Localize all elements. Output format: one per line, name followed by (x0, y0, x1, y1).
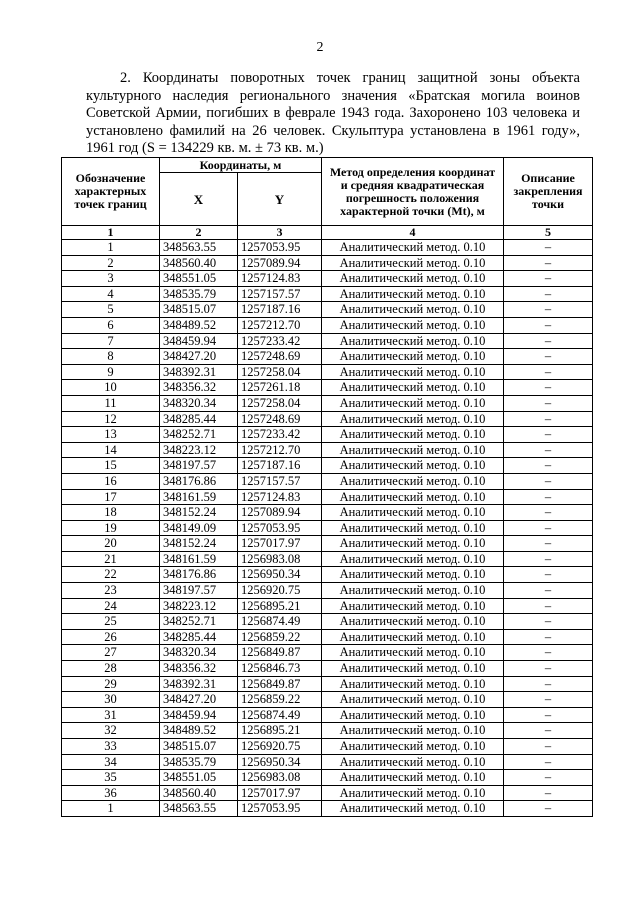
cell-point: 15 (62, 458, 160, 474)
cell-description: – (504, 349, 593, 365)
cell-y: 1256950.34 (238, 754, 322, 770)
cell-method: Аналитический метод. 0.10 (322, 333, 504, 349)
cell-point: 22 (62, 567, 160, 583)
cell-method: Аналитический метод. 0.10 (322, 489, 504, 505)
cell-x: 348551.05 (160, 770, 238, 786)
cell-y: 1256849.87 (238, 645, 322, 661)
cell-x: 348161.59 (160, 489, 238, 505)
table-row (62, 520, 593, 536)
cell-x: 348285.44 (160, 629, 238, 645)
cell-point: 1 (62, 240, 160, 256)
table-row (62, 380, 593, 396)
cell-point: 23 (62, 583, 160, 599)
cell-method: Аналитический метод. 0.10 (322, 661, 504, 677)
cell-x: 348392.31 (160, 364, 238, 380)
cell-y: 1257157.57 (238, 286, 322, 302)
cell-y: 1256846.73 (238, 661, 322, 677)
intro-text: 2. Координаты поворотных точек границ защитной зоны объекта культурного наследия регионального значения «Братская могила воинов Советской Армии, погибших в феврале 1943 года. Захоронено 103 человека и установлено фамилий на 26 человек. Скульптура установлена в 1961 году», 1961 год (S = 134229 кв. м. ± 73 кв. м.) (86, 70, 580, 156)
cell-x: 348459.94 (160, 707, 238, 723)
cell-method: Аналитический метод. 0.10 (322, 458, 504, 474)
cell-x: 348356.32 (160, 380, 238, 396)
cell-y: 1257233.42 (238, 427, 322, 443)
cell-description: – (504, 520, 593, 536)
cell-point: 35 (62, 770, 160, 786)
cell-x: 348515.07 (160, 739, 238, 755)
cell-point: 2 (62, 255, 160, 271)
cell-x: 348197.57 (160, 458, 238, 474)
table-row (62, 661, 593, 677)
cell-description: – (504, 598, 593, 614)
cell-y: 1256920.75 (238, 739, 322, 755)
cell-x: 348252.71 (160, 614, 238, 630)
col-number-3: 3 (238, 226, 322, 240)
cell-x: 348459.94 (160, 333, 238, 349)
cell-description: – (504, 567, 593, 583)
cell-method: Аналитический метод. 0.10 (322, 598, 504, 614)
cell-y: 1256859.22 (238, 692, 322, 708)
cell-method: Аналитический метод. 0.10 (322, 473, 504, 489)
cell-x: 348197.57 (160, 583, 238, 599)
table-row (62, 676, 593, 692)
cell-y: 1257248.69 (238, 349, 322, 365)
table-row (62, 317, 593, 333)
table-row (62, 333, 593, 349)
cell-y: 1256874.49 (238, 614, 322, 630)
cell-x: 348427.20 (160, 692, 238, 708)
cell-description: – (504, 692, 593, 708)
intro-paragraph (86, 70, 580, 158)
cell-method: Аналитический метод. 0.10 (322, 240, 504, 256)
cell-x: 348356.32 (160, 661, 238, 677)
table-row (62, 785, 593, 801)
table-row (62, 458, 593, 474)
cell-y: 1257053.95 (238, 520, 322, 536)
cell-x: 348535.79 (160, 754, 238, 770)
cell-method: Аналитический метод. 0.10 (322, 567, 504, 583)
cell-point: 26 (62, 629, 160, 645)
cell-point: 33 (62, 739, 160, 755)
cell-x: 348152.24 (160, 505, 238, 521)
cell-y: 1256983.08 (238, 551, 322, 567)
table-row (62, 583, 593, 599)
cell-y: 1257053.95 (238, 240, 322, 256)
col-number-5: 5 (504, 226, 593, 240)
cell-description: – (504, 302, 593, 318)
cell-point: 31 (62, 707, 160, 723)
cell-description: – (504, 770, 593, 786)
table-row (62, 707, 593, 723)
cell-point: 10 (62, 380, 160, 396)
cell-y: 1257248.69 (238, 411, 322, 427)
table-row (62, 286, 593, 302)
cell-method: Аналитический метод. 0.10 (322, 349, 504, 365)
cell-method: Аналитический метод. 0.10 (322, 255, 504, 271)
cell-x: 348152.24 (160, 536, 238, 552)
table-row (62, 614, 593, 630)
cell-y: 1257017.97 (238, 536, 322, 552)
cell-y: 1257053.95 (238, 801, 322, 817)
col-number-4: 4 (322, 226, 504, 240)
cell-point: 6 (62, 317, 160, 333)
cell-method: Аналитический метод. 0.10 (322, 707, 504, 723)
cell-point: 18 (62, 505, 160, 521)
cell-y: 1257187.16 (238, 302, 322, 318)
header-method: Метод определения координат и средняя квадратическая погрешность положения характерной точки (Mt), м (322, 158, 504, 226)
cell-description: – (504, 364, 593, 380)
table-row (62, 473, 593, 489)
cell-x: 348392.31 (160, 676, 238, 692)
cell-method: Аналитический метод. 0.10 (322, 723, 504, 739)
cell-y: 1257212.70 (238, 442, 322, 458)
cell-y: 1257212.70 (238, 317, 322, 333)
cell-description: – (504, 333, 593, 349)
cell-description: – (504, 395, 593, 411)
cell-description: – (504, 551, 593, 567)
cell-method: Аналитический метод. 0.10 (322, 427, 504, 443)
cell-description: – (504, 739, 593, 755)
cell-y: 1257258.04 (238, 364, 322, 380)
cell-y: 1257157.57 (238, 473, 322, 489)
cell-description: – (504, 317, 593, 333)
cell-description: – (504, 240, 593, 256)
cell-description: – (504, 583, 593, 599)
page-number: 2 (316, 40, 324, 55)
cell-x: 348515.07 (160, 302, 238, 318)
cell-point: 20 (62, 536, 160, 552)
cell-point: 7 (62, 333, 160, 349)
cell-method: Аналитический метод. 0.10 (322, 442, 504, 458)
cell-y: 1256874.49 (238, 707, 322, 723)
cell-description: – (504, 629, 593, 645)
table-row (62, 551, 593, 567)
cell-point: 14 (62, 442, 160, 458)
cell-point: 27 (62, 645, 160, 661)
cell-point: 19 (62, 520, 160, 536)
cell-description: – (504, 427, 593, 443)
cell-x: 348252.71 (160, 427, 238, 443)
cell-x: 348149.09 (160, 520, 238, 536)
cell-description: – (504, 458, 593, 474)
cell-x: 348560.40 (160, 785, 238, 801)
cell-x: 348535.79 (160, 286, 238, 302)
cell-y: 1256849.87 (238, 676, 322, 692)
table-row (62, 255, 593, 271)
table-row (62, 754, 593, 770)
cell-y: 1256859.22 (238, 629, 322, 645)
cell-method: Аналитический метод. 0.10 (322, 739, 504, 755)
cell-description: – (504, 785, 593, 801)
cell-description: – (504, 489, 593, 505)
header-point: Обозначение характерных точек границ (62, 158, 160, 226)
header-description: Описание закрепления точки (504, 158, 593, 226)
cell-method: Аналитический метод. 0.10 (322, 271, 504, 287)
cell-point: 25 (62, 614, 160, 630)
cell-y: 1257124.83 (238, 271, 322, 287)
cell-description: – (504, 614, 593, 630)
cell-method: Аналитический метод. 0.10 (322, 551, 504, 567)
table-row (62, 770, 593, 786)
cell-point: 34 (62, 754, 160, 770)
cell-y: 1257089.94 (238, 255, 322, 271)
cell-description: – (504, 255, 593, 271)
table-row (62, 801, 593, 817)
table-row (62, 629, 593, 645)
cell-point: 24 (62, 598, 160, 614)
cell-description: – (504, 380, 593, 396)
cell-y: 1257258.04 (238, 395, 322, 411)
table-row (62, 395, 593, 411)
cell-y: 1256983.08 (238, 770, 322, 786)
cell-y: 1257017.97 (238, 785, 322, 801)
cell-y: 1256895.21 (238, 723, 322, 739)
cell-point: 36 (62, 785, 160, 801)
cell-method: Аналитический метод. 0.10 (322, 629, 504, 645)
coordinates-table (61, 157, 593, 817)
table-row (62, 240, 593, 256)
cell-description: – (504, 442, 593, 458)
cell-description: – (504, 676, 593, 692)
table-row (62, 427, 593, 443)
cell-y: 1256950.34 (238, 567, 322, 583)
cell-y: 1257187.16 (238, 458, 322, 474)
cell-point: 11 (62, 395, 160, 411)
cell-method: Аналитический метод. 0.10 (322, 614, 504, 630)
cell-method: Аналитический метод. 0.10 (322, 692, 504, 708)
cell-point: 32 (62, 723, 160, 739)
cell-method: Аналитический метод. 0.10 (322, 536, 504, 552)
table-row (62, 723, 593, 739)
col-number-2: 2 (160, 226, 238, 240)
cell-method: Аналитический метод. 0.10 (322, 645, 504, 661)
cell-x: 348560.40 (160, 255, 238, 271)
table-row (62, 489, 593, 505)
cell-method: Аналитический метод. 0.10 (322, 785, 504, 801)
cell-method: Аналитический метод. 0.10 (322, 364, 504, 380)
cell-x: 348176.86 (160, 567, 238, 583)
cell-method: Аналитический метод. 0.10 (322, 317, 504, 333)
cell-y: 1257261.18 (238, 380, 322, 396)
cell-x: 348563.55 (160, 240, 238, 256)
cell-point: 4 (62, 286, 160, 302)
cell-point: 9 (62, 364, 160, 380)
cell-method: Аналитический метод. 0.10 (322, 520, 504, 536)
cell-description: – (504, 723, 593, 739)
cell-point: 21 (62, 551, 160, 567)
cell-description: – (504, 411, 593, 427)
cell-method: Аналитический метод. 0.10 (322, 286, 504, 302)
cell-description: – (504, 505, 593, 521)
table-row (62, 505, 593, 521)
header-y: Y (238, 173, 322, 226)
table-row (62, 536, 593, 552)
cell-point: 16 (62, 473, 160, 489)
cell-method: Аналитический метод. 0.10 (322, 801, 504, 817)
cell-x: 348320.34 (160, 645, 238, 661)
cell-x: 348223.12 (160, 442, 238, 458)
table-row (62, 271, 593, 287)
table-row (62, 645, 593, 661)
cell-x: 348176.86 (160, 473, 238, 489)
table-row (62, 442, 593, 458)
cell-x: 348161.59 (160, 551, 238, 567)
cell-x: 348427.20 (160, 349, 238, 365)
table-row (62, 598, 593, 614)
cell-x: 348489.52 (160, 317, 238, 333)
cell-y: 1256920.75 (238, 583, 322, 599)
cell-method: Аналитический метод. 0.10 (322, 770, 504, 786)
cell-point: 5 (62, 302, 160, 318)
cell-y: 1257124.83 (238, 489, 322, 505)
header-coords: Координаты, м (160, 158, 322, 173)
cell-point: 12 (62, 411, 160, 427)
cell-x: 348285.44 (160, 411, 238, 427)
cell-point: 13 (62, 427, 160, 443)
cell-point: 30 (62, 692, 160, 708)
cell-point: 17 (62, 489, 160, 505)
cell-description: – (504, 661, 593, 677)
cell-x: 348223.12 (160, 598, 238, 614)
col-number-1: 1 (62, 226, 160, 240)
cell-description: – (504, 707, 593, 723)
cell-description: – (504, 536, 593, 552)
cell-y: 1256895.21 (238, 598, 322, 614)
cell-x: 348320.34 (160, 395, 238, 411)
cell-method: Аналитический метод. 0.10 (322, 754, 504, 770)
cell-x: 348563.55 (160, 801, 238, 817)
table-row (62, 349, 593, 365)
cell-method: Аналитический метод. 0.10 (322, 380, 504, 396)
cell-description: – (504, 754, 593, 770)
cell-description: – (504, 473, 593, 489)
cell-description: – (504, 286, 593, 302)
table-row (62, 692, 593, 708)
table-row (62, 302, 593, 318)
cell-method: Аналитический метод. 0.10 (322, 583, 504, 599)
cell-description: – (504, 645, 593, 661)
table-row (62, 411, 593, 427)
table-row (62, 739, 593, 755)
table-row (62, 567, 593, 583)
cell-description: – (504, 801, 593, 817)
cell-method: Аналитический метод. 0.10 (322, 505, 504, 521)
cell-point: 28 (62, 661, 160, 677)
table-body (62, 240, 593, 817)
cell-y: 1257089.94 (238, 505, 322, 521)
cell-y: 1257233.42 (238, 333, 322, 349)
cell-point: 29 (62, 676, 160, 692)
cell-point: 3 (62, 271, 160, 287)
cell-x: 348551.05 (160, 271, 238, 287)
cell-method: Аналитический метод. 0.10 (322, 676, 504, 692)
cell-point: 1 (62, 801, 160, 817)
cell-description: – (504, 271, 593, 287)
cell-method: Аналитический метод. 0.10 (322, 395, 504, 411)
cell-method: Аналитический метод. 0.10 (322, 411, 504, 427)
cell-x: 348489.52 (160, 723, 238, 739)
cell-method: Аналитический метод. 0.10 (322, 302, 504, 318)
table-row (62, 364, 593, 380)
cell-point: 8 (62, 349, 160, 365)
header-x: X (160, 173, 238, 226)
